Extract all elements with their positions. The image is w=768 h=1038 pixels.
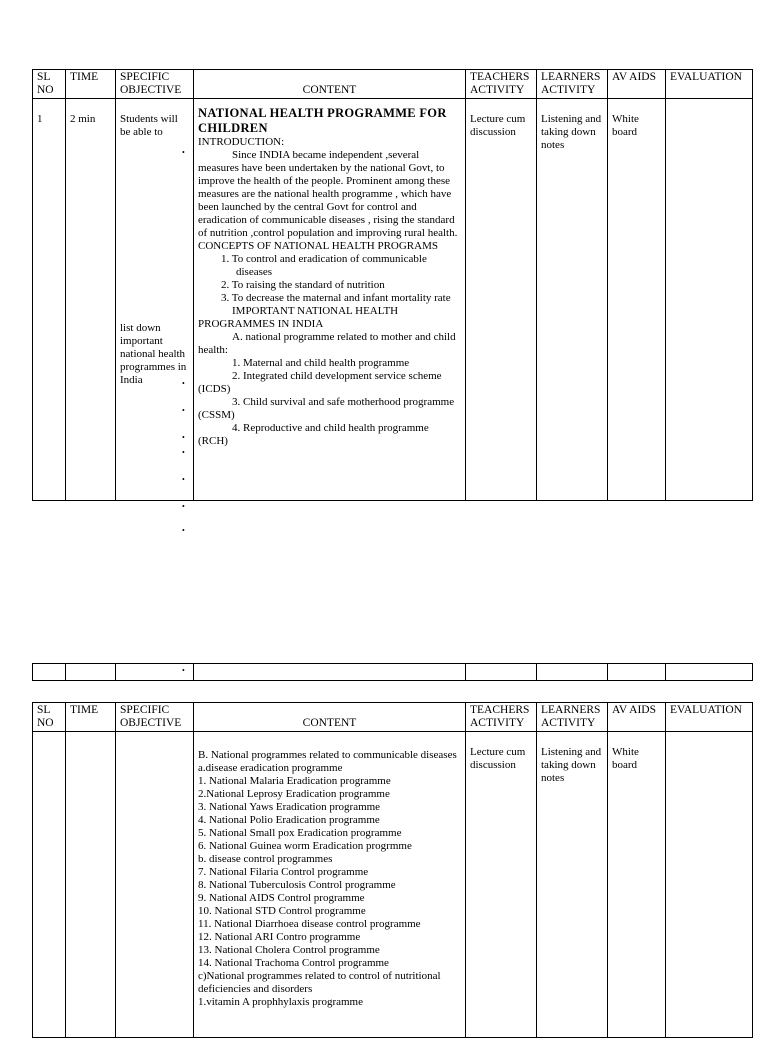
av-aids-cell: White board xyxy=(608,99,666,501)
empty-cell xyxy=(33,664,66,681)
objective-text-2: list down important national health programmes in India xyxy=(120,322,187,386)
list-item: 5. National Small pox Eradication programme xyxy=(198,827,402,839)
lesson-plan-table-1 xyxy=(32,69,753,535)
list-item: 3. To decrease the maternal and infant mortality rate xyxy=(221,292,451,304)
list-item: 1.vitamin A prophhylaxis programme xyxy=(198,996,363,1008)
empty-cell xyxy=(66,664,116,681)
list-item: 8. National Tuberculosis Control programme xyxy=(198,879,396,891)
list-item: 3. Child survival and safe motherhood programme (CSSM) xyxy=(198,396,455,421)
sl-no-cell: 1 xyxy=(33,99,66,501)
list-item: 4. National Polio Eradication programme xyxy=(198,814,380,826)
list-item: 2. Integrated child development service scheme (ICDS) xyxy=(198,370,442,395)
bullet-marker: • xyxy=(182,526,185,535)
list-item: 14. National Trachoma Control programme xyxy=(198,957,389,969)
bullet-marker: • xyxy=(182,502,185,511)
header-teachers: TEACHERS ACTIVITY xyxy=(466,703,537,732)
list-item: 10. National STD Control programme xyxy=(198,905,366,917)
bullet-marker: • xyxy=(182,433,185,442)
header-objective: SPECIFIC OBJECTIVE xyxy=(116,703,194,732)
list-item: 6. National Guinea worm Eradication progrmme xyxy=(198,840,412,852)
bullet-marker: • xyxy=(182,148,185,157)
table-row xyxy=(33,99,753,501)
intro-heading: INTRODUCTION: xyxy=(198,136,285,148)
objective-cell xyxy=(116,732,194,1038)
objective-text: Students will be able to xyxy=(120,113,178,138)
objective-cell xyxy=(116,99,194,535)
list-item: 1. Maternal and child health programme xyxy=(232,357,410,369)
list-item: a.disease eradication programme xyxy=(198,762,343,774)
bullet-marker: • xyxy=(182,406,185,415)
lesson-plan-table-2 xyxy=(32,663,753,681)
important-heading: IMPORTANT NATIONAL HEALTH PROGRAMMES IN INDIA xyxy=(198,305,399,330)
header-row xyxy=(33,703,753,732)
time-cell: 2 min xyxy=(66,99,116,501)
table-row xyxy=(33,664,753,681)
bullet-marker: • xyxy=(182,666,185,675)
list-item: 2.National Leprosy Eradication programme xyxy=(198,788,390,800)
header-objective: SPECIFIC OBJECTIVE xyxy=(116,70,194,99)
page-title: NATIONAL HEALTH PROGRAMME FOR CHILDREN xyxy=(198,106,447,135)
teachers-activity-cell: Lecture cum discussion xyxy=(466,732,537,1038)
content-cell xyxy=(194,732,466,1038)
header-time: TIME xyxy=(66,703,116,732)
concepts-heading: CONCEPTS OF NATIONAL HEALTH PROGRAMS xyxy=(198,240,438,252)
header-evaluation: EVALUATION xyxy=(666,70,753,99)
header-learners: LEARNERS ACTIVITY xyxy=(537,70,608,99)
list-item: 3. National Yaws Eradication programme xyxy=(198,801,381,813)
list-item: 2. To raising the standard of nutrition xyxy=(221,279,385,291)
evaluation-cell xyxy=(666,732,753,1038)
time-cell xyxy=(66,732,116,1038)
header-av-aids: AV AIDS xyxy=(608,703,666,732)
empty-cell xyxy=(537,664,608,681)
learners-activity-cell: Listening and taking down notes xyxy=(537,732,608,1038)
list-item: 4. Reproductive and child health programme (RCH) xyxy=(198,422,429,447)
list-item: 11. National Diarrhoea disease control programme xyxy=(198,918,421,930)
header-content: CONTENT xyxy=(194,70,466,99)
list-item: B. National programmes related to communicable diseases xyxy=(198,749,457,761)
bullet-marker: • xyxy=(182,379,185,388)
header-sl-no: SL NO xyxy=(33,703,66,732)
content-cell xyxy=(194,99,466,501)
evaluation-cell xyxy=(666,99,753,501)
header-sl-no: SL NO xyxy=(33,70,66,99)
empty-cell xyxy=(194,664,466,681)
header-evaluation: EVALUATION xyxy=(666,703,753,732)
bullet-marker: • xyxy=(182,475,185,484)
list-item: 12. National ARI Contro programme xyxy=(198,931,361,943)
list-item: 7. National Filaria Control programme xyxy=(198,866,369,878)
table-row xyxy=(33,732,753,1038)
section-a-heading: A. national programme related to mother and child health: xyxy=(198,331,456,356)
list-item: c)National programmes related to control of nutritional deficiencies and disorders xyxy=(198,970,441,995)
header-content: CONTENT xyxy=(194,703,466,732)
header-time: TIME xyxy=(66,70,116,99)
av-aids-cell: White board xyxy=(608,732,666,1038)
intro-paragraph: Since INDIA became independent ,several measures have been undertaken by the national Govt, to improve the health of the people. Prominent among these measures are the national health programme , which have been launched by the central Govt for control and eradication of communicable diseases , rising the standard of nutrition ,control population and improving rural health. xyxy=(198,149,458,239)
teachers-activity-cell: Lecture cum discussion xyxy=(466,99,537,501)
lesson-plan-table-3 xyxy=(32,702,753,1038)
list-item: 9. National AIDS Control programme xyxy=(198,892,365,904)
empty-cell xyxy=(666,664,753,681)
content-list xyxy=(198,749,461,1009)
list-item: 1. To control and eradication of communicable diseases xyxy=(221,253,427,278)
list-item: b. disease control programmes xyxy=(198,853,333,865)
empty-cell xyxy=(116,664,194,681)
empty-cell xyxy=(466,664,537,681)
header-row xyxy=(33,70,753,99)
header-teachers: TEACHERS ACTIVITY xyxy=(466,70,537,99)
sl-no-cell xyxy=(33,732,66,1038)
empty-cell xyxy=(608,664,666,681)
list-item: 13. National Cholera Control programme xyxy=(198,944,380,956)
header-learners: LEARNERS ACTIVITY xyxy=(537,703,608,732)
bullet-marker: • xyxy=(182,448,185,457)
learners-activity-cell: Listening and taking down notes xyxy=(537,99,608,501)
header-av-aids: AV AIDS xyxy=(608,70,666,99)
list-item: 1. National Malaria Eradication programme xyxy=(198,775,391,787)
